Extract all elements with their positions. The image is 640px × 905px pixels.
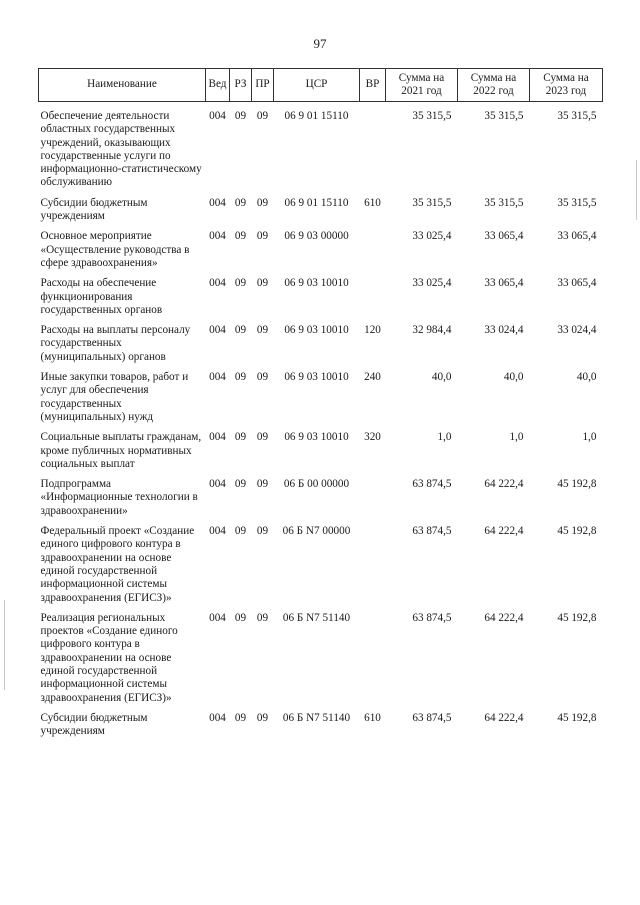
cell-pr: 09 [256,478,269,491]
cell-sum-2022: 33 024,4 [484,324,524,337]
scan-edge-mark [4,600,5,690]
cell-sum-2023: 35 315,5 [557,110,597,122]
header-rz: РЗ [230,69,252,102]
table-row [39,525,603,612]
table-header-row [39,69,603,102]
cell-sum-2021: 63 874,5 [412,478,452,491]
cell-name: Обеспечение деятельности областных государственных учреждений, оказывающих государственные услуги по информационно-статистическому обслуживанию [40,110,202,189]
cell-sum-2023: 45 192,8 [557,611,597,624]
cell-rz: 09 [234,431,247,444]
cell-vr [360,230,386,277]
cell-sum-2021: 63 874,5 [412,611,452,624]
cell-name: Расходы на выплаты персоналу государственных (муниципальных) органов [40,324,191,363]
cell-vr [360,102,386,197]
cell-name: Социальные выплаты гражданам, кроме публичных нормативных социальных выплат [40,431,202,470]
cell-sum-2022: 35 315,5 [484,196,524,209]
cell-vr: 610 [364,711,381,724]
cell-ved: 004 [209,478,226,491]
cell-pr: 09 [256,611,269,624]
cell-pr: 09 [256,110,269,122]
budget-table [38,68,603,745]
cell-name: Основное мероприятие «Осуществление руководства в сфере здравоохранения» [40,230,190,269]
cell-pr: 09 [256,711,269,724]
cell-ved: 004 [209,110,226,122]
table-row [39,371,603,431]
cell-sum-2021: 63 874,5 [412,711,452,724]
header-ved: Вед [206,69,230,102]
header-name: Наименование [39,69,206,102]
cell-vr [360,525,386,612]
cell-ved: 004 [209,230,226,243]
cell-rz: 09 [234,371,247,384]
cell-rz: 09 [234,230,247,243]
table-row [39,324,603,371]
cell-vr: 610 [364,196,381,209]
header-vr: ВР [360,69,386,102]
scan-edge-mark [636,160,637,220]
cell-sum-2022: 64 222,4 [484,611,524,624]
cell-rz: 09 [234,525,247,538]
cell-sum-2022: 33 065,4 [484,230,524,243]
table-row [39,712,603,746]
cell-rz: 09 [234,110,247,122]
header-sum-2021: Сумма на 2021 год [386,69,458,102]
cell-csr: 06 9 01 15110 [284,196,349,209]
table-row [39,197,603,231]
cell-pr: 09 [256,196,269,209]
cell-ved: 004 [209,371,226,384]
cell-pr: 09 [256,371,269,384]
cell-ved: 004 [209,431,226,444]
cell-rz: 09 [234,196,247,209]
cell-sum-2022: 64 222,4 [484,525,524,538]
cell-sum-2021: 33 025,4 [412,230,452,243]
cell-rz: 09 [234,478,247,491]
cell-sum-2023: 40,0 [576,371,597,384]
cell-pr: 09 [256,431,269,444]
header-sum-2023: Сумма на 2023 год [530,69,603,102]
table-row [39,478,603,525]
table-row [39,277,603,324]
table-body [39,102,603,746]
cell-ved: 004 [209,611,226,624]
cell-sum-2021: 33 025,4 [412,277,452,290]
cell-vr [360,277,386,324]
cell-csr: 06 Б N7 51140 [282,711,351,724]
cell-pr: 09 [256,525,269,538]
cell-csr: 06 9 03 10010 [284,277,349,290]
cell-sum-2021: 32 984,4 [412,324,452,337]
cell-sum-2021: 35 315,5 [412,110,452,122]
cell-sum-2023: 33 065,4 [557,230,597,243]
cell-sum-2022: 64 222,4 [484,478,524,491]
table-row [39,230,603,277]
cell-name: Субсидии бюджетным учреждениям [40,711,148,738]
cell-csr: 06 Б N7 51140 [282,611,351,624]
cell-sum-2023: 33 065,4 [557,277,597,290]
cell-csr: 06 9 01 15110 [284,110,349,122]
cell-csr: 06 9 03 00000 [284,230,349,243]
cell-sum-2021: 35 315,5 [412,196,452,209]
cell-sum-2023: 45 192,8 [557,478,597,491]
cell-rz: 09 [234,277,247,290]
cell-ved: 004 [209,196,226,209]
cell-sum-2021: 40,0 [431,371,452,384]
cell-name: Подпрограмма «Информационные технологии в здравоохранении» [40,478,198,517]
cell-sum-2022: 35 315,5 [484,110,524,122]
cell-pr: 09 [256,324,269,337]
table-row [39,612,603,712]
cell-ved: 004 [209,277,226,290]
header-csr: ЦСР [274,69,360,102]
cell-vr: 240 [364,371,381,384]
cell-name: Иные закупки товаров, работ и услуг для обеспечения государственных (муниципальных) нужд [40,371,189,423]
cell-rz: 09 [234,324,247,337]
cell-name: Расходы на обеспечение функционирования государственных органов [40,277,163,316]
header-sum-2022: Сумма на 2022 год [458,69,530,102]
cell-sum-2022: 33 065,4 [484,277,524,290]
cell-name: Федеральный проект «Создание единого цифрового контура в здравоохранении на основе единой государственной информационной системы здравоохранения (ЕГИСЗ)» [40,525,195,604]
cell-sum-2022: 1,0 [509,431,524,444]
cell-sum-2023: 45 192,8 [557,711,597,724]
cell-sum-2021: 63 874,5 [412,525,452,538]
cell-sum-2022: 64 222,4 [484,711,524,724]
cell-sum-2022: 40,0 [503,371,524,384]
cell-pr: 09 [256,277,269,290]
cell-pr: 09 [256,230,269,243]
cell-sum-2023: 35 315,5 [557,196,597,209]
cell-sum-2023: 45 192,8 [557,525,597,538]
cell-rz: 09 [234,611,247,624]
cell-vr [360,478,386,525]
cell-vr: 320 [364,431,381,444]
cell-vr: 120 [364,324,381,337]
cell-csr: 06 Б 00 00000 [283,478,350,491]
cell-csr: 06 9 03 10010 [284,431,349,444]
cell-vr [360,612,386,712]
cell-name: Реализация региональных проектов «Создание единого цифрового контура в здравоохранении на основе единой государственной информационной системы здравоохранения (ЕГИСЗ)» [40,611,178,704]
table-row [39,431,603,478]
cell-csr: 06 9 03 10010 [284,371,349,384]
cell-ved: 004 [209,711,226,724]
cell-csr: 06 Б N7 00000 [282,525,351,538]
cell-name: Субсидии бюджетным учреждениям [40,196,148,223]
cell-ved: 004 [209,324,226,337]
cell-rz: 09 [234,711,247,724]
cell-sum-2021: 1,0 [437,431,452,444]
cell-sum-2023: 33 024,4 [557,324,597,337]
page-number: 97 [313,36,327,51]
cell-ved: 004 [209,525,226,538]
header-pr: ПР [252,69,274,102]
table-row [39,102,603,197]
cell-csr: 06 9 03 10010 [284,324,349,337]
cell-sum-2023: 1,0 [582,431,597,444]
